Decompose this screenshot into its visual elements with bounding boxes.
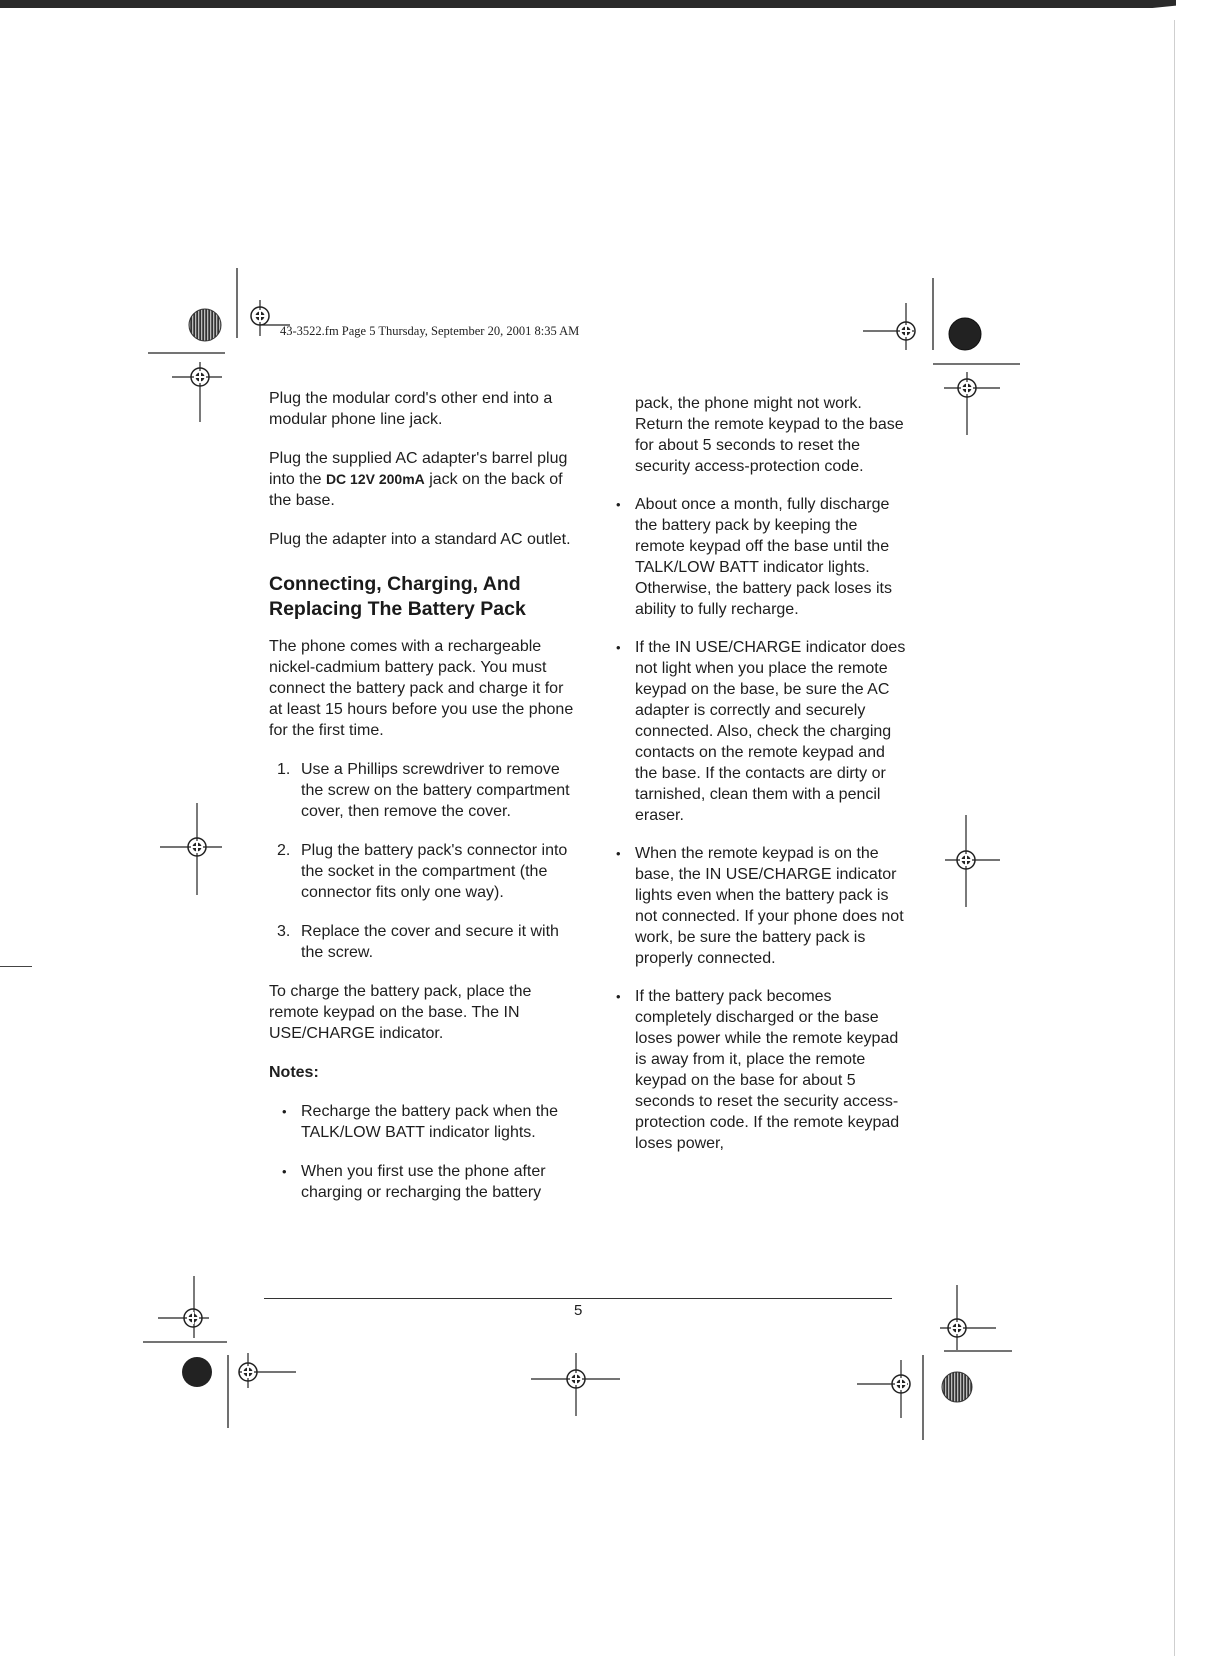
note-item: • If the IN USE/CHARGE indicator does not light when you place the remote keypad on the base, be sure the AC adapter is correctly and securely connected. Also, check the charging contacts on the remote keypad and the base. If the contacts are dirty or tarnished, clean them with a pencil eraser.: [616, 637, 906, 826]
note-item: • When the remote keypad is on the base, the IN USE/CHARGE indicator lights even when the battery pack is not connected. If your phone does not work, be sure the battery pack is properly connected.: [616, 843, 906, 969]
step-number: 1.: [277, 761, 291, 778]
notes-list: [269, 1101, 579, 1203]
section-heading-line: Connecting, Charging, And: [269, 573, 521, 595]
notes-list-continued: [616, 494, 906, 1154]
step-text: Use a Phillips screwdriver to remove the screw on the battery compartment cover, then remove the cover.: [301, 761, 570, 820]
step-number: 2.: [277, 842, 291, 859]
section-body: The phone comes with a rechargeable nickel-cadmium battery pack. You must connect the battery pack and charge it for at least 15 hours before you use the phone for the first time.: [269, 638, 574, 739]
page-number: 5: [574, 1302, 583, 1319]
note-item: • If the battery pack becomes completely discharged or the base loses power while the remote keypad is away from it, place the remote keypad on the base for about 5 seconds to reset the security access-protection code. If the remote keypad loses power,: [616, 986, 906, 1154]
power-spec: DC 12V 200mA: [325, 471, 425, 487]
step-item: [269, 840, 579, 903]
color-target-icon: [182, 1357, 212, 1387]
adapter-paragraph: [269, 448, 579, 511]
adapter-text-end: jack on the back of the base.: [269, 471, 563, 509]
print-header-stamp: 43-3522.fm Page 5 Thursday, September 20, 2001 8:35 AM: [280, 324, 580, 338]
step-item: [269, 921, 579, 963]
note-item: • About once a month, fully discharge the battery pack by keeping the remote keypad off the base until the TALK/LOW BATT indicator lights. Otherwise, the battery pack loses its ability to fully recharge.: [616, 494, 906, 620]
adapter-text-start: Plug the supplied AC adapter's barrel plug into the: [269, 450, 568, 488]
notes-label: Notes:: [269, 1064, 319, 1081]
color-target-icon: [949, 318, 981, 350]
note-item: • Recharge the battery pack when the TALK/LOW BATT indicator lights.: [269, 1101, 579, 1143]
charge-paragraph: To charge the battery pack, place the remote keypad on the base. The IN USE/CHARGE indicator.: [269, 983, 532, 1042]
step-number: 3.: [277, 923, 291, 940]
left-column: [269, 388, 579, 1221]
footer-rule: [264, 1298, 892, 1299]
paragraph: Plug the modular cord's other end into a modular phone line jack.: [269, 390, 553, 428]
continued-note: pack, the phone might not work. Return the remote keypad to the base for about 5 seconds to reset the security access-protection code.: [635, 395, 904, 475]
right-column: [616, 393, 906, 1171]
step-text: Replace the cover and secure it with the screw.: [301, 923, 559, 961]
starburst-target-icon: [189, 309, 221, 341]
step-item: [269, 759, 579, 822]
step-text: Plug the battery pack's connector into the socket in the compartment (the connector fits only one way).: [301, 842, 568, 901]
note-item: • When you first use the phone after charging or recharging the battery: [269, 1161, 579, 1203]
steps-list: [269, 759, 579, 963]
paragraph: Plug the adapter into a standard AC outlet.: [269, 531, 571, 548]
section-heading: [269, 572, 579, 622]
starburst-target-icon: [942, 1372, 972, 1402]
section-heading-line: Replacing The Battery Pack: [269, 598, 526, 620]
